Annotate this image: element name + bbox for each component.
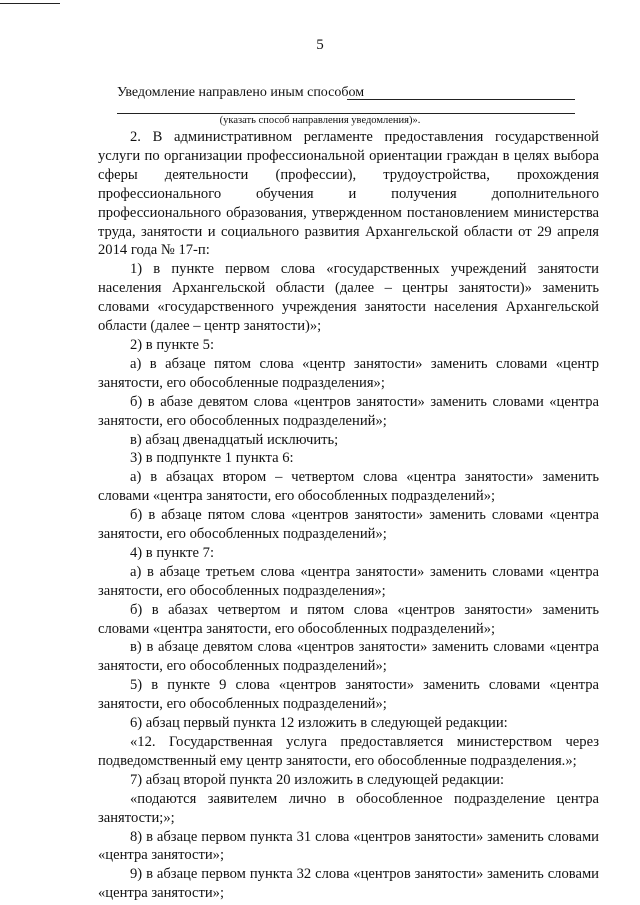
paragraph-2-6-text: «12. Государственная услуга предоставляется министерством через подведомственный ему центр занятости, его обособленные подразделения.»; xyxy=(98,734,599,769)
paragraph-2-9: 9) в абзаце первом пункта 32 слова «центров занятости» заменить словами «центра занятости»; xyxy=(98,866,599,902)
notification-method-blank-line-2 xyxy=(117,113,575,114)
paragraph-2-3-a: а) в абзацах втором – четвертом слова «центра занятости» заменить словами «центра занятости, его обособленных подразделений»; xyxy=(98,469,599,505)
paragraph-2-1: 1) в пункте первом слова «государственных учреждений занятости населения Архангельской области (далее – центры занятости)» заменить словами «государственного учреждения занятости населения Архангельской области (далее – центр занятости)»; xyxy=(98,261,599,335)
paragraph-2-6: 6) абзац первый пункта 12 изложить в следующей редакции: xyxy=(130,715,508,732)
paragraph-2-2-a: а) в абзаце пятом слова «центр занятости» заменить словами «центр занятости, его обособленные подразделения»; xyxy=(98,355,599,391)
paragraph-2-3-b: б) в абзаце пятом слова «центров занятости» заменить словами «центра занятости, его обособленных подразделений»; xyxy=(98,507,599,543)
notification-method-blank-line xyxy=(347,99,575,100)
paragraph-2-4-v: в) в абзаце девятом слова «центров занятости» заменить словами «центра занятости, его обособленных подразделений»; xyxy=(98,639,599,675)
notification-method-hint: (указать способ направления уведомления)». xyxy=(219,115,421,126)
paragraph-2-2-v: в) абзац двенадцатый исключить; xyxy=(130,431,339,448)
paragraph-2: 2. В административном регламенте предоставления государственной услуги по организации профессиональной ориентации граждан в целях выбора сферы деятельности (профессии), трудоустройства, прохождения профессионального обучения и получения дополнительного профессионального образования, утвержденном постановлением министерства труда, занятости и социального развития Архангельской области от 29 апреля 2014 года № 17-п: xyxy=(98,129,599,259)
paragraph-2-5: 5) в пункте 9 слова «центров занятости» заменить словами «центра занятости, его обособленных подразделений»; xyxy=(98,677,599,713)
notification-method-label: Уведомление направлено иным способом xyxy=(117,85,365,100)
paragraph-2-7: 7) абзац второй пункта 20 изложить в следующей редакции: xyxy=(130,771,505,788)
paragraph-2-4: 4) в пункте 7: xyxy=(130,544,215,561)
paragraph-2-8: 8) в абзаце первом пункта 31 слова «центров занятости» заменить словами «центра занятости»; xyxy=(98,828,599,864)
paragraph-2-4-b: б) в абазах четвертом и пятом слова «центров занятости» заменить словами «центра занятости, его обособленных подразделений»; xyxy=(98,601,599,637)
paragraph-2-2-b: б) в абазе девятом слова «центров занятости» заменить словами «центра занятости, его обособленных подразделений»; xyxy=(98,393,599,429)
page-number: 5 xyxy=(316,37,324,53)
top-edge-rule xyxy=(0,3,60,4)
paragraph-2-4-a: а) в абзаце третьем слова «центра занятости» заменить словами «центра занятости, его обособленных подразделения»; xyxy=(98,563,599,599)
paragraph-2-2: 2) в пункте 5: xyxy=(130,336,215,353)
document-body xyxy=(98,128,599,903)
paragraph-2-7-text: «подаются заявителем лично в обособленное подразделение центра занятости;»; xyxy=(98,790,599,826)
paragraph-2-3: 3) в подпункте 1 пункта 6: xyxy=(130,450,294,467)
